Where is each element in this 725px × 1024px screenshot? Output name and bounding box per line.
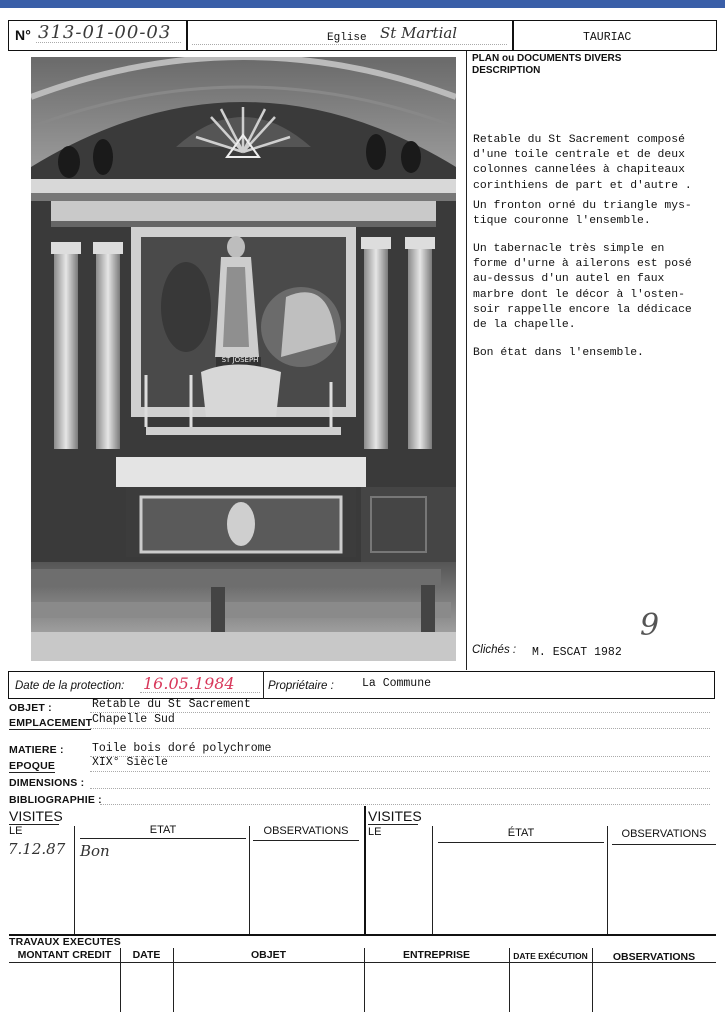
side-heading-1: PLAN ou DOCUMENTS DIVERS bbox=[472, 53, 622, 64]
cliches-value: M. ESCAT 1982 bbox=[532, 646, 622, 659]
protection-date-label: Date de la protection: bbox=[15, 680, 125, 692]
visites-col-le-right: LE bbox=[368, 826, 382, 838]
travaux-col-entreprise: ENTREPRISE bbox=[402, 949, 471, 961]
description-paragraph-4: Bon état dans l'ensemble. bbox=[473, 347, 644, 359]
travaux-col-montant: MONTANT CREDIT bbox=[17, 949, 112, 961]
cliches-label: Clichés : bbox=[472, 644, 517, 656]
church-label: Eglise bbox=[327, 32, 367, 44]
visites-col-etat-left: ETAT bbox=[149, 824, 177, 836]
bibliographie-label: BIBLIOGRAPHIE : bbox=[9, 794, 102, 806]
description-paragraph-3: Un tabernacle très simple en forme d'urne à ailerons est posé au-dessus d'un autel en faux marbre dont le décor à l'osten- soir rappelle encore la dédicace de la chapelle. bbox=[473, 243, 692, 332]
visites-col-obs-left: OBSERVATIONS bbox=[263, 825, 349, 837]
church-name: St Martial bbox=[380, 24, 458, 42]
description-paragraph-2: Un fronton orné du triangle mys- tique couronne l'ensemble. bbox=[473, 200, 692, 228]
travaux-title: TRAVAUX EXECUTES bbox=[9, 936, 121, 948]
owner-value: La Commune bbox=[362, 677, 432, 690]
dimensions-label: DIMENSIONS : bbox=[9, 777, 85, 789]
visit-etat: Bon bbox=[80, 842, 110, 860]
retable-photograph bbox=[31, 57, 456, 661]
owner-label: Propriétaire : bbox=[268, 680, 334, 692]
emplacement-label: EMPLACEMENT bbox=[9, 717, 93, 729]
matiere-label: MATIERE : bbox=[9, 744, 64, 756]
number-label: N° bbox=[15, 27, 32, 43]
description-paragraph-1: Retable du St Sacrement composé d'une toile centrale et de deux colonnes cannelées à chapiteaux corinthiens de part et d'autre . bbox=[473, 134, 692, 192]
visites-col-obs-right: OBSERVATIONS bbox=[621, 828, 707, 840]
visites-col-le-left: LE bbox=[9, 825, 23, 837]
commune-name: TAURIAC bbox=[583, 31, 632, 44]
travaux-col-date: DATE bbox=[132, 949, 161, 961]
handwritten-mark: 9 bbox=[640, 608, 660, 643]
travaux-col-objet: OBJET bbox=[250, 949, 286, 961]
emplacement-value: Chapelle Sud bbox=[92, 713, 175, 726]
protection-date: 16.05.1984 bbox=[143, 674, 235, 693]
statue-plaque: ST JOSEPH bbox=[221, 356, 259, 364]
side-heading-2: DESCRIPTION bbox=[472, 65, 541, 76]
inventory-number: 313-01-00-03 bbox=[38, 22, 172, 43]
visites-col-etat-right: ÉTAT bbox=[507, 827, 535, 839]
objet-label: OBJET : bbox=[9, 702, 52, 714]
top-color-band bbox=[0, 0, 725, 8]
visites-title-left: VISITES bbox=[9, 808, 63, 824]
visit-date: 7.12.87 bbox=[8, 840, 66, 858]
visites-title-right: VISITES bbox=[368, 808, 422, 824]
objet-value: Retable du St Sacrement bbox=[92, 698, 251, 711]
travaux-col-observations: OBSERVATIONS bbox=[612, 951, 696, 963]
epoque-label: EPOQUE bbox=[9, 760, 56, 772]
matiere-value: Toile bois doré polychrome bbox=[92, 742, 272, 755]
epoque-value: XIX° Siècle bbox=[92, 756, 168, 769]
travaux-col-date-execution: DATE EXÉCUTION bbox=[513, 951, 588, 961]
